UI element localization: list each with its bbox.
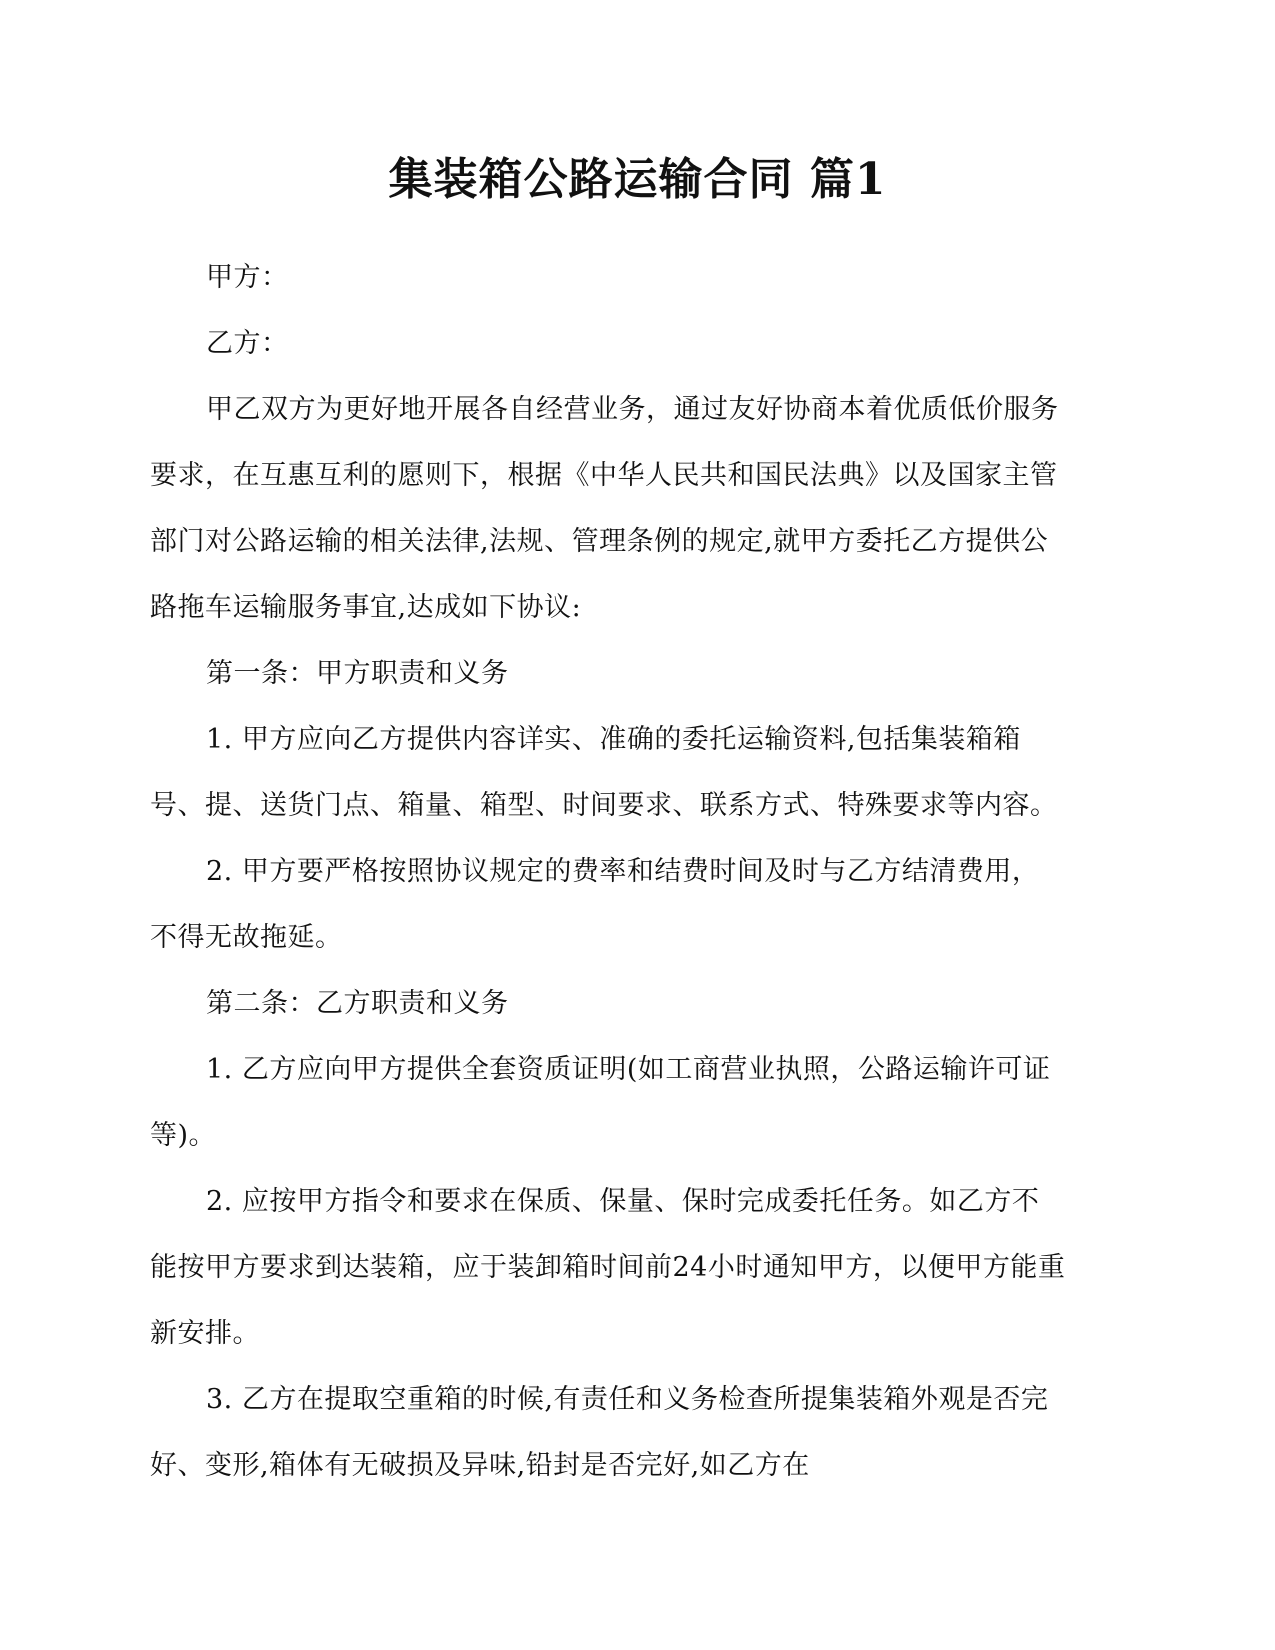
text-line: 好、变形,箱体有无破损及异味,铅封是否完好,如乙方在	[150, 1450, 810, 1481]
text-line: 2. 甲方要严格按照协议规定的费率和结费时间及时与乙方结清费用，	[206, 856, 1040, 887]
article-2-item-3	[150, 1367, 1125, 1499]
text-line: 甲方：	[206, 262, 289, 293]
text-line: 不得无故拖延。	[150, 922, 343, 953]
party-a-line	[150, 245, 1125, 311]
text-line: 第一条：甲方职责和义务	[206, 658, 509, 689]
text-line: 部门对公路运输的相关法律,法规、管理条例的规定,就甲方委托乙方提供公	[150, 526, 1049, 557]
party-b-line	[150, 311, 1125, 377]
text-line: 等)。	[150, 1120, 217, 1151]
text-line: 要求，在互惠互利的愿则下，根据《中华人民共和国民法典》以及国家主管	[150, 460, 1058, 491]
text-line: 号、提、送货门点、箱量、箱型、时间要求、联系方式、特殊要求等内容。	[150, 790, 1058, 821]
article-1-item-2	[150, 839, 1125, 971]
article-1-item-1	[150, 707, 1125, 839]
text-line: 路拖车运输服务事宜,达成如下协议:	[150, 592, 582, 623]
text-line: 1. 乙方应向甲方提供全套资质证明(如工商营业执照，公路运输许可证	[206, 1054, 1051, 1085]
document-title: 集装箱公路运输合同 篇1	[388, 154, 887, 205]
text-line: 第二条：乙方职责和义务	[206, 988, 509, 1019]
article-2-item-2	[150, 1169, 1125, 1367]
article-1-heading	[150, 641, 1125, 707]
text-line: 3. 乙方在提取空重箱的时候,有责任和义务检查所提集装箱外观是否完	[206, 1384, 1049, 1415]
text-line: 新安排。	[150, 1318, 260, 1349]
article-2-item-1	[150, 1037, 1125, 1169]
text-line: 能按甲方要求到达装箱，应于装卸箱时间前24小时通知甲方，以便甲方能重	[150, 1252, 1066, 1283]
article-2-heading	[150, 971, 1125, 1037]
text-line: 2. 应按甲方指令和要求在保质、保量、保时完成委托任务。如乙方不	[206, 1186, 1040, 1217]
preamble-paragraph	[150, 377, 1125, 641]
document-body	[150, 245, 1125, 1499]
text-line: 1. 甲方应向乙方提供内容详实、准确的委托运输资料,包括集装箱箱	[206, 724, 1021, 755]
text-line: 乙方：	[206, 328, 289, 359]
text-line: 甲乙双方为更好地开展各自经营业务，通过友好协商本着优质低价服务	[206, 394, 1059, 425]
